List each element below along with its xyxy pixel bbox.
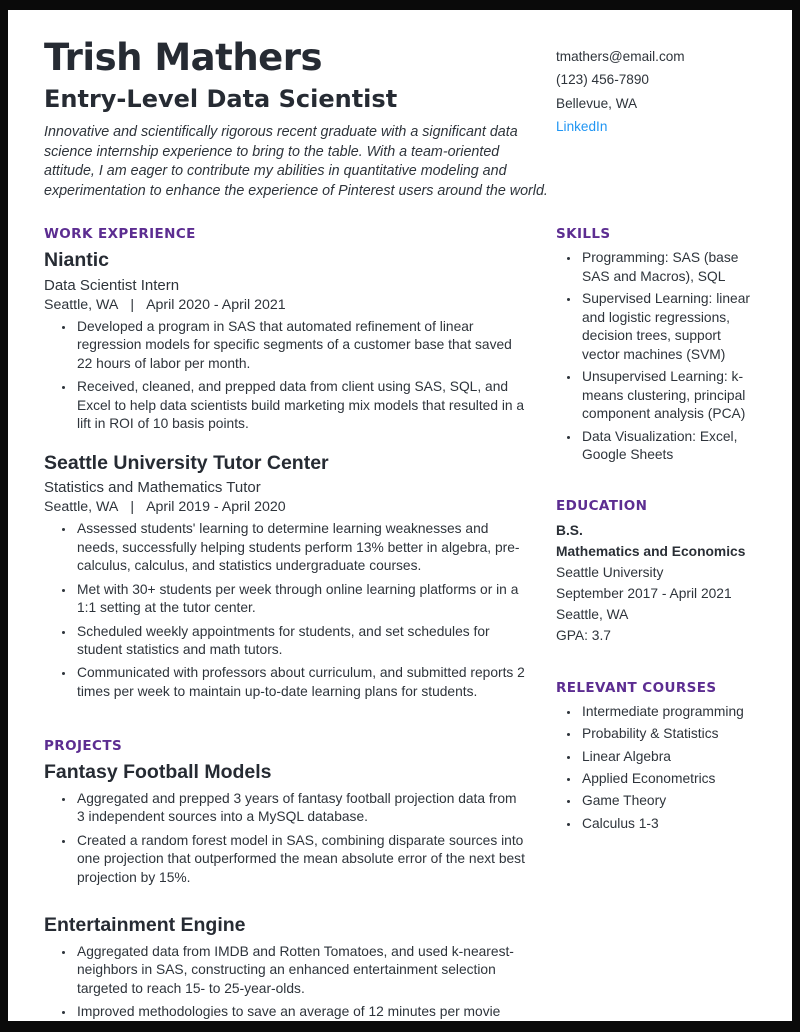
project-name: Entertainment Engine — [44, 914, 246, 937]
project-entry — [44, 914, 526, 1032]
education-school: Seattle University — [556, 564, 664, 580]
company-name: Seattle University Tutor Center — [44, 451, 329, 474]
company-name: Niantic — [44, 249, 110, 272]
job-meta — [44, 499, 526, 515]
course-item: • Game Theory — [580, 792, 756, 810]
job-bullet-list — [44, 520, 526, 701]
sidebar-column — [556, 226, 756, 1032]
course-item: • Probability & Statistics — [580, 725, 756, 743]
contact-location: Bellevue, WA — [556, 95, 638, 111]
education-gpa: GPA: 3.7 — [556, 627, 611, 643]
education-dates: September 2017 - April 2021 — [556, 585, 732, 601]
main-column — [44, 226, 526, 1032]
job-entry — [44, 249, 526, 433]
person-name: Trish Mathers — [44, 36, 323, 79]
meta-separator: | — [130, 296, 135, 313]
education-heading: EDUCATION — [556, 497, 648, 514]
skills-section — [556, 226, 756, 464]
bullet-item: • Scheduled weekly appointments for students, and set schedules for student statistics and math tutors. — [75, 623, 526, 660]
education-location: Seattle, WA — [556, 606, 629, 622]
course-item: • Calculus 1-3 — [580, 815, 756, 833]
job-location: Seattle, WA — [44, 296, 119, 313]
resume-body — [8, 201, 792, 1032]
bullet-item: • Aggregated data from IMDB and Rotten Tomatoes, and used k-nearest-neighbors in SAS, constructing an enhanced entertainment selection targeted to reach 15- to 25-year-olds. — [75, 943, 526, 998]
contact-info — [556, 38, 756, 201]
project-name: Fantasy Football Models — [44, 761, 272, 784]
job-entry — [44, 452, 526, 702]
bullet-item: • Created a random forest model in SAS, combining disparate sources into one projection that outperformed the mean absolute error of the next best projection by 15%. — [75, 832, 526, 887]
job-dates: April 2020 - April 2021 — [146, 296, 286, 313]
bullet-item: • Received, cleaned, and prepped data from client using SAS, SQL, and Excel to help data scientists build marketing mix models that resulted in a lift in ROI of 10 basis points. — [75, 378, 526, 433]
courses-list — [556, 703, 756, 834]
bullet-item: • Improved methodologies to save an average of 12 minutes per movie selection and 3 minutes per song selection. — [75, 1003, 526, 1032]
skill-item: • Unsupervised Learning: k-means clustering, principal component analysis (PCA) — [580, 368, 756, 423]
bullet-item: • Communicated with professors about curriculum, and submitted reports 2 times per week to maintain up-to-date learning plans for students. — [75, 664, 526, 701]
relevant-courses-heading: RELEVANT COURSES — [556, 679, 717, 696]
course-item: • Applied Econometrics — [580, 770, 756, 788]
job-location: Seattle, WA — [44, 499, 119, 516]
skills-heading: SKILLS — [556, 226, 611, 243]
resume-header — [8, 10, 792, 201]
bullet-item: • Aggregated and prepped 3 years of fantasy football projection data from 3 independent sources into a MySQL database. — [75, 790, 526, 827]
work-experience-section — [44, 226, 526, 701]
contact-phone: (123) 456-7890 — [556, 72, 649, 88]
bullet-item: • Met with 30+ students per week through online learning platforms or in a 1:1 setting at the tutor center. — [75, 581, 526, 618]
linkedin-link[interactable]: LinkedIn — [556, 119, 608, 135]
header-identity — [44, 38, 549, 201]
course-item: • Intermediate programming — [580, 703, 756, 721]
work-experience-heading: WORK EXPERIENCE — [44, 226, 196, 243]
contact-email: tmathers@email.com — [556, 49, 685, 64]
job-role: Statistics and Mathematics Tutor — [44, 479, 261, 497]
project-bullet-list — [44, 790, 526, 887]
course-item: • Linear Algebra — [580, 748, 756, 766]
skills-list — [556, 249, 756, 464]
summary-paragraph: Innovative and scientifically rigorous recent graduate with a significant data science internship experience to bring to the table. With a team-oriented attitude, I am eager to contribute my abilities in quantitative modeling and experimentation to enhance the experience of Pinterest users around the world. — [44, 124, 548, 199]
education-major: Mathematics and Economics — [556, 543, 746, 559]
projects-section — [44, 738, 526, 1032]
relevant-courses-section — [556, 680, 756, 834]
job-dates: April 2019 - April 2020 — [146, 499, 286, 516]
skill-item: • Programming: SAS (base SAS and Macros), SQL — [580, 249, 756, 286]
meta-separator: | — [130, 499, 135, 516]
job-bullet-list — [44, 318, 526, 434]
job-role: Data Scientist Intern — [44, 276, 180, 294]
person-job-title: Entry-Level Data Scientist — [44, 84, 398, 113]
job-meta — [44, 297, 526, 313]
education-section — [556, 498, 756, 647]
project-bullet-list — [44, 943, 526, 1032]
skill-item: • Supervised Learning: linear and logistic regressions, decision trees, support vector machines (SVM) — [580, 290, 756, 364]
education-degree: B.S. — [556, 522, 583, 538]
project-entry — [44, 761, 526, 887]
projects-heading: PROJECTS — [44, 738, 123, 755]
bullet-item: • Developed a program in SAS that automated refinement of linear regression models for specific segments of a customer base that saved 22 hours of labor per month. — [75, 318, 526, 373]
skill-item: • Data Visualization: Excel, Google Sheets — [580, 428, 756, 465]
bullet-item: • Assessed students' learning to determine learning weaknesses and needs, successfully helping students perform 13% better in algebra, pre-calculus, calculus, and statistics undergraduate courses. — [75, 520, 526, 575]
